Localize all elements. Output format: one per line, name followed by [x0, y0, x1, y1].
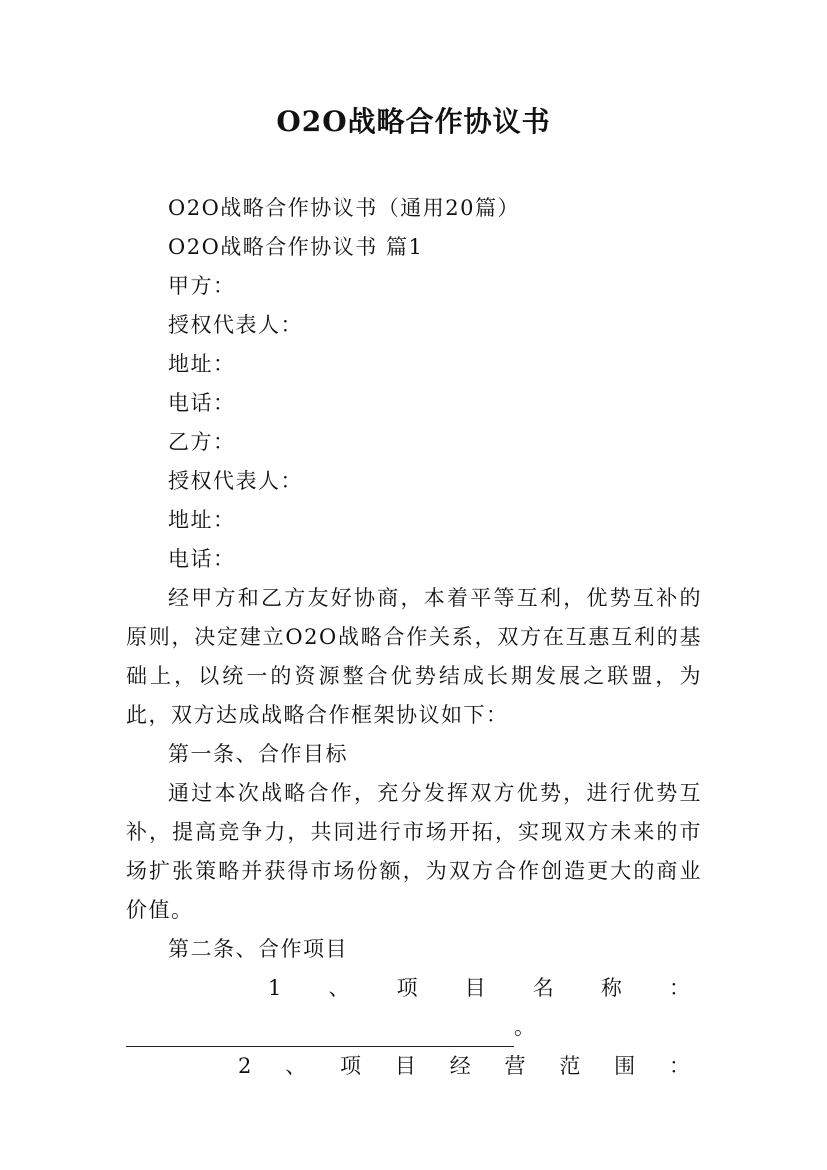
article-1-heading: 第一条、合作目标 — [168, 742, 348, 766]
item-2-char: 项 — [340, 1054, 362, 1078]
article-2-heading: 第二条、合作项目 — [168, 937, 348, 961]
item-1-end: 。 — [514, 1015, 535, 1039]
item-1-char: 1 — [268, 976, 282, 1000]
item-1-char: 目 — [464, 976, 486, 1000]
item-1-char: ： — [668, 976, 690, 1000]
party-a-phone: 电话： — [168, 391, 236, 415]
item-2-char: 经 — [449, 1054, 471, 1078]
document-title: O2O战略合作协议书 — [276, 105, 551, 138]
item-2-char: 目 — [394, 1054, 416, 1078]
intro-paragraph: 经甲方和乙方友好协商，本着平等互利，优势互补的原则，决定建立O2O战略合作关系，双方在互惠互利的基础上，以统一的资源整合优势结成长期发展之联盟，为此，双方达成战略合作框架协议如下： — [126, 586, 702, 727]
item-2-char: 、 — [285, 1054, 307, 1078]
item-2-char: 营 — [504, 1054, 526, 1078]
item-2-char: 围 — [614, 1054, 636, 1078]
section-heading: O2O战略合作协议书 篇1 — [168, 235, 424, 259]
item-1-char: 称 — [600, 976, 622, 1000]
item-2-char: 2 — [238, 1054, 252, 1078]
party-a-representative: 授权代表人： — [168, 313, 303, 337]
party-a-address: 地址： — [168, 352, 236, 376]
item-1-char: 、 — [328, 976, 350, 1000]
item-2-char: ： — [669, 1054, 690, 1078]
item-1-char: 名 — [532, 976, 554, 1000]
item-1-blank — [126, 1020, 514, 1047]
item-2-char: 范 — [559, 1054, 581, 1078]
party-b-representative: 授权代表人： — [168, 469, 303, 493]
party-b-address: 地址： — [168, 508, 236, 532]
party-a-label: 甲方： — [168, 274, 236, 298]
subtitle-line: O2O战略合作协议书（通用20篇） — [168, 196, 521, 220]
party-b-label: 乙方： — [168, 430, 236, 454]
item-1-label — [126, 969, 702, 1008]
item-1-char: 项 — [396, 976, 418, 1000]
article-1-paragraph: 通过本次战略合作，充分发挥双方优势，进行优势互补，提高竞争力，共同进行市场开拓，实现双方未来的市场扩张策略并获得市场份额，为双方合作创造更大的商业价值。 — [126, 781, 702, 922]
item-2-label — [126, 1047, 702, 1086]
party-b-phone: 电话： — [168, 547, 236, 571]
item-1-fill-line — [126, 1008, 702, 1047]
document-body — [126, 189, 702, 1086]
